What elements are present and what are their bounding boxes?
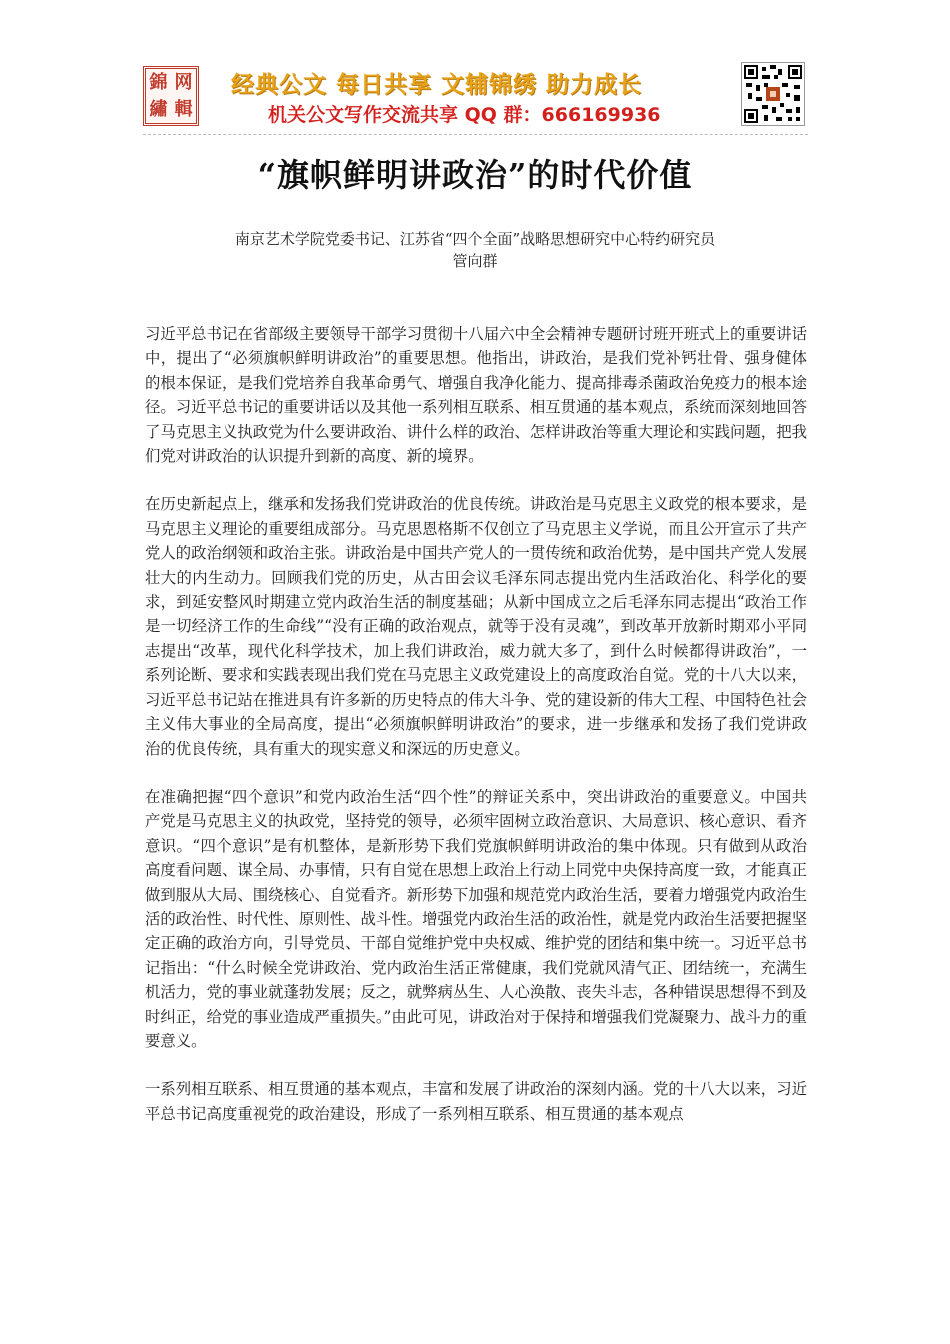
author-name: 管向群 — [452, 252, 498, 270]
header-divider — [143, 134, 808, 135]
banner-slogan: 经典公文 每日共享 文辅锦绣 助力成长 — [231, 72, 643, 98]
seal-char: 輯 — [174, 98, 193, 120]
seal-char: 錦 — [149, 71, 168, 93]
article-body — [145, 322, 807, 1150]
paragraph: 在准确把握“四个意识”和党内政治生活“四个性”的辩证关系中，突出讲政治的重要意义。中国共产党是马克思主义的执政党，坚持党的领导，必须牢固树立政治意识、大局意识、核心意识、看齐意识。“四个意识”是有机整体，是新形势下我们党旗帜鲜明讲政治的集中体现。只有做到从政治高度看问题、谋全局、办事情，只有自觉在思想上政治上行动上同党中央保持高度一致，才能真正做到服从大局、围绕核心、自觉看齐。新形势下加强和规范党内政治生活，要着力增强党内政治生活的政治性、时代性、原则性、战斗性。增强党内政治生活的政治性，就是党内政治生活要把握坚定正确的政治方向，引导党员、干部自觉维护党中央权威、维护党的团结和集中统一。习近平总书记指出：“什么时候全党讲政治、党内政治生活正常健康，我们党就风清气正、团结统一，充满生机活力，党的事业就蓬勃发展；反之，就弊病丛生、人心涣散、丧失斗志，各种错误思想得不到及时纠正，给党的事业造成严重损失。”由此可见，讲政治对于保持和增强我们党凝聚力、战斗力的重要意义。 — [145, 787, 807, 1050]
qr-code-icon — [741, 62, 805, 126]
header-banner — [143, 62, 808, 134]
paragraph: 在历史新起点上，继承和发扬我们党讲政治的优良传统。讲政治是马克思主义政党的根本要求，是马克思主义理论的重要组成部分。马克思恩格斯不仅创立了马克思主义学说，而且公开宣示了共产党人的政治纲领和政治主张。讲政治是中国共产党人的一贯传统和政治优势，是中国共产党人发展壮大的内生动力。回顾我们党的历史，从古田会议毛泽东同志提出党内生活政治化、科学化的要求，到延安整风时期建立党内政治生活的制度基础；从新中国成立之后毛泽东同志提出“政治工作是一切经济工作的生命线”“没有正确的政治观点，就等于没有灵魂”，到改革开放新时期邓小平同志提出“改革，现代化科学技术，加上我们讲政治，威力就大多了，到什么时候都得讲政治”，一系列论断、要求和实践表现出我们党在马克思主义政党建设上的高度政治自觉。党的十八大以来，习近平总书记站在推进具有许多新的历史特点的伟大斗争、党的建设新的伟大工程、中国特色社会主义伟大事业的全局高度，提出“必须旗帜鲜明讲政治”的要求，进一步继承和发扬了我们党讲政治的优良传统，具有重大的现实意义和深远的历史意义。 — [145, 495, 807, 758]
paragraph: 习近平总书记在省部级主要领导干部学习贯彻十八届六中全会精神专题研讨班开班式上的重要讲话中，提出了“必须旗帜鲜明讲政治”的重要思想。他指出，讲政治，是我们党补钙壮骨、强身健体的根本保证，是我们党培养自我革命勇气、增强自我净化能力、提高排毒杀菌政治免疫力的根本途径。习近平总书记的重要讲话以及其他一系列相互联系、相互贯通的基本观点，系统而深刻地回答了马克思主义执政党为什么要讲政治、讲什么样的政治、怎样讲政治等重大理论和实践问题，把我们党对讲政治的认识提升到新的高度、新的境界。 — [145, 325, 807, 466]
author-affiliation: 南京艺术学院党委书记、江苏省“四个全面”战略思想研究中心特约研究员 — [234, 230, 716, 248]
seal-char: 繡 — [149, 98, 168, 120]
paragraph: 一系列相互联系、相互贯通的基本观点，丰富和发展了讲政治的深刻内涵。党的十八大以来，习近平总书记高度重视党的政治建设，形成了一系列相互联系、相互贯通的基本观点 — [145, 1080, 807, 1123]
seal-logo — [143, 66, 199, 126]
seal-char: 网 — [174, 71, 193, 93]
qr-code-icon-graphic — [742, 63, 804, 125]
page-title: “旗帜鲜明讲政治”的时代价值 — [257, 156, 693, 194]
banner-qq-line: 机关公文写作交流共享 QQ 群：666169936 — [268, 104, 661, 126]
